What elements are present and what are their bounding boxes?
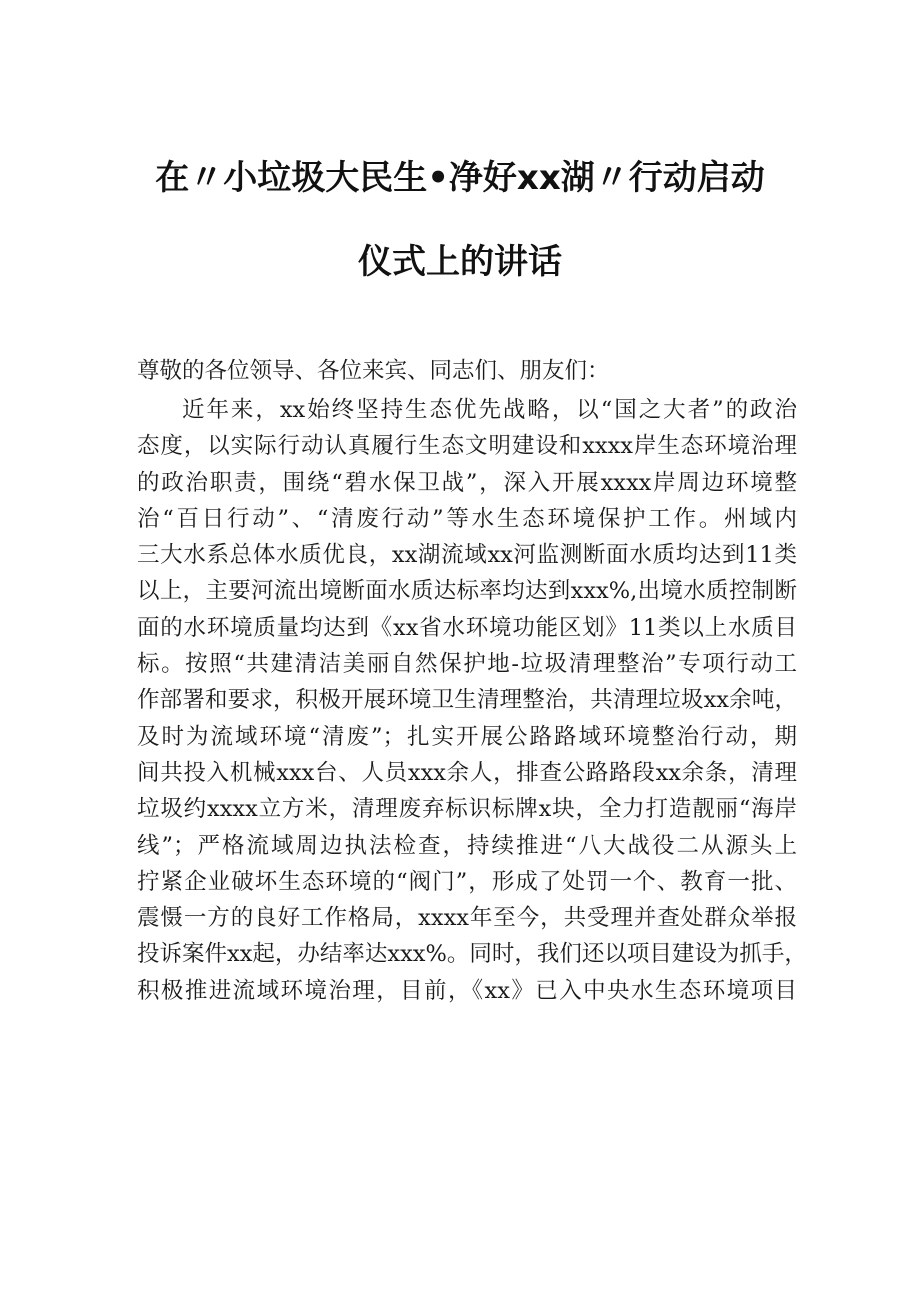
paragraph-line: 间共投入机械xxx台、人员xxx余人，排查公路路段xx余条，清理 (137, 759, 797, 786)
paragraph-line: 拧紧企业破坏生态环境的“阀门”，形成了处罚一个、教育一批、 (137, 868, 797, 895)
document-title-line-2: 仪式上的讲话 (358, 242, 562, 282)
paragraph-line: 及时为流域环境“清废”；扎实开展公路路域环境整治行动，期 (137, 723, 797, 750)
paragraph-line: 态度，以实际行动认真履行生态文明建设和xxxx岸生态环境治理 (137, 433, 797, 460)
salutation: 尊敬的各位领导、各位来宾、同志们、朋友们： (137, 358, 610, 384)
paragraph-line: 积极推进流域环境治理，目前，《xx》已入中央水生态环境项目 (137, 977, 797, 1004)
paragraph-line: 作部署和要求，积极开展环境卫生清理整治，共清理垃圾xx余吨， (137, 687, 797, 714)
paragraph-line: 近年来，xx始终坚持生态优先战略，以“国之大者”的政治 (182, 397, 797, 423)
paragraph-line: 垃圾约xxxx立方米，清理废弃标识标牌x块，全力打造靓丽“海岸 (137, 796, 797, 823)
paragraph-line: 投诉案件xx起，办结率达xxx%。同时，我们还以项目建设为抓手， (137, 941, 807, 968)
paragraph-line: 的政治职责，围绕“碧水保卫战”，深入开展xxxx岸周边环境整 (137, 469, 797, 496)
document-title-line-1: 在〃小垃圾大民生•净好xx湖〃行动启动 (155, 158, 765, 198)
paragraph-line: 面的水环境质量均达到《xx省水环境功能区划》11类以上水质目 (137, 614, 797, 641)
paragraph-line: 三大水系总体水质优良，xx湖流域xx河监测断面水质均达到11类 (137, 542, 797, 569)
paragraph-line: 治“百日行动”、“清废行动”等水生态环境保护工作。州域内 (137, 505, 797, 532)
paragraph-line: 震慑一方的良好工作格局，xxxx年至今，共受理并查处群众举报 (137, 905, 797, 932)
paragraph-line: 以上，主要河流出境断面水质达标率均达到xxx%,出境水质控制断 (137, 578, 797, 605)
paragraph-line: 标。按照“共建清洁美丽自然保护地-垃圾清理整治”专项行动工 (137, 651, 797, 678)
speech-paragraph (137, 392, 807, 1009)
paragraph-line: 线”；严格流域周边执法检查，持续推进“八大战役二从源头上 (137, 832, 797, 859)
